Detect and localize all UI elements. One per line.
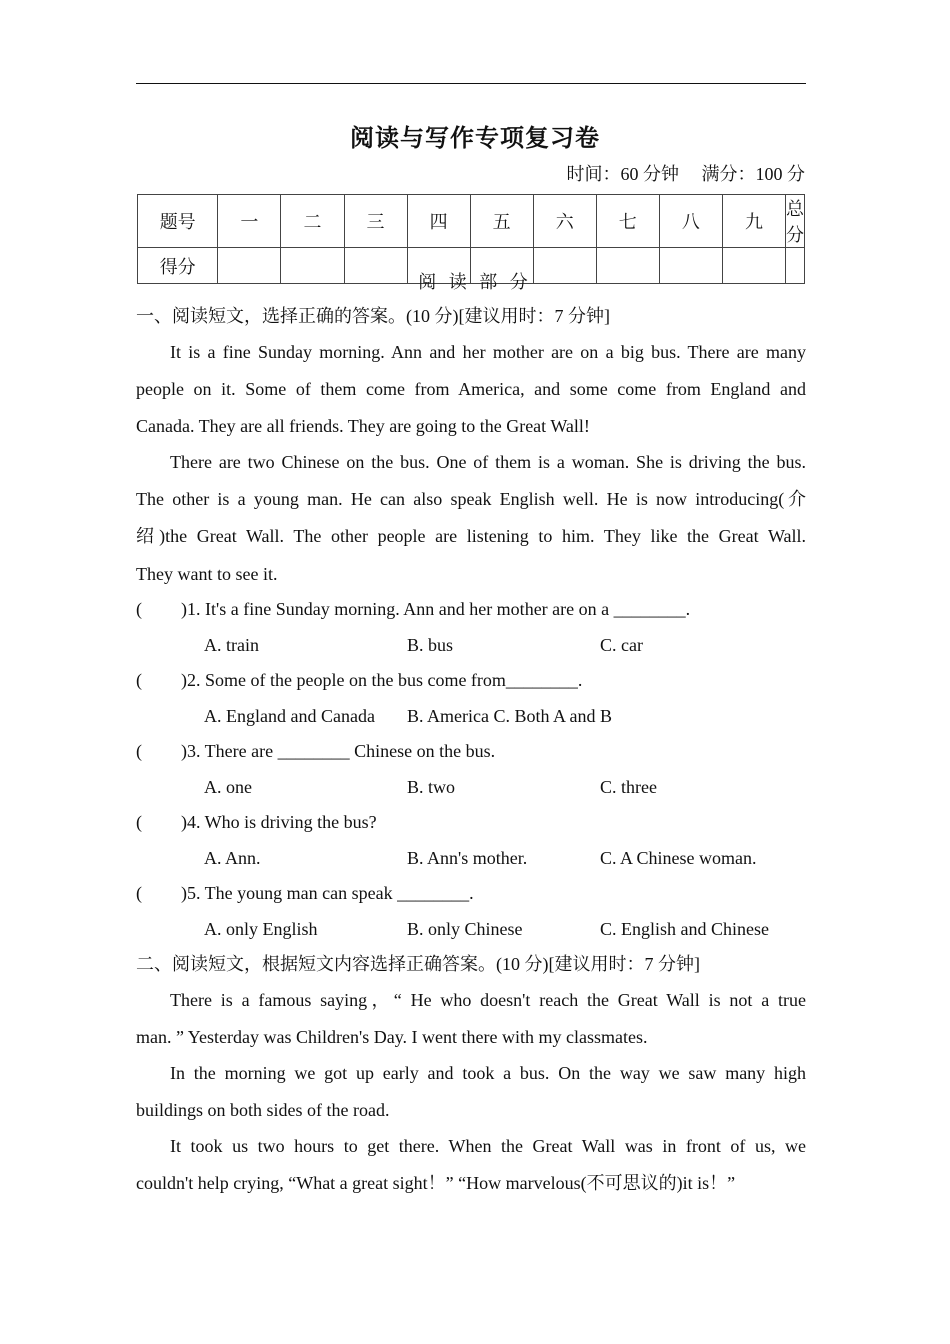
section-label: 阅 读 部 分 <box>418 272 532 292</box>
header-cell: 总分 <box>786 195 805 248</box>
question-text: )4. Who is driving the bus? <box>181 812 377 832</box>
part1-passage-line: It is a fine Sunday morning. Ann and her mother are on a big bus. There are many <box>170 342 806 362</box>
option-a[interactable]: A. England and Canada <box>204 706 375 726</box>
part2-passage-line: In the morning we got up early and took a bus. On the way we saw many high <box>170 1063 806 1083</box>
question-text: )5. The young man can speak ________. <box>181 883 474 903</box>
option-a[interactable]: A. train <box>204 635 259 655</box>
header-cell: 题号 <box>138 195 218 248</box>
part2-heading: 二、阅读短文，根据短文内容选择正确答案。(10 分)[建议用时：7 分钟] <box>136 954 700 974</box>
part2-passage-line: man. ” Yesterday was Children's Day. I went there with my classmates. <box>136 1027 648 1047</box>
header-cell: 六 <box>533 195 596 248</box>
answer-blank[interactable]: ( <box>136 599 142 619</box>
option-b[interactable]: B. bus <box>407 635 454 655</box>
answer-blank[interactable]: ( <box>136 670 142 690</box>
exam-meta <box>549 160 806 186</box>
header-cell: 九 <box>722 195 785 248</box>
answer-blank[interactable]: ( <box>136 741 142 761</box>
part1-passage-line: The other is a young man. He can also speak English well. He is now introducing(介 <box>136 489 806 509</box>
header-rule <box>136 83 806 84</box>
option-a[interactable]: A. Ann. <box>204 848 261 868</box>
page-title: 阅读与写作专项复习卷 <box>350 124 600 152</box>
row-label-cell: 得分 <box>138 248 218 284</box>
answer-blank[interactable]: ( <box>136 812 142 832</box>
full-score: 满分：100 分 <box>701 164 805 184</box>
part1-heading: 一、阅读短文，选择正确的答案。(10 分)[建议用时：7 分钟] <box>136 306 610 326</box>
option-c[interactable]: C. A Chinese woman. <box>600 848 757 868</box>
header-cell: 一 <box>218 195 281 248</box>
part1-passage-line: people on it. Some of them come from America, and some come from England and <box>136 379 806 399</box>
option-b[interactable]: B. America C. Both A and B <box>407 706 612 726</box>
question-3 <box>136 739 806 763</box>
header-cell: 七 <box>596 195 659 248</box>
question-text: )3. There are ________ Chinese on the bus. <box>181 741 496 761</box>
question-5 <box>136 881 806 905</box>
option-c[interactable]: C. three <box>600 777 657 797</box>
question-1 <box>136 597 806 621</box>
option-a[interactable]: A. one <box>204 777 252 797</box>
header-cell: 四 <box>407 195 470 248</box>
option-a[interactable]: A. only English <box>204 919 318 939</box>
option-c[interactable]: C. car <box>600 635 643 655</box>
time-limit: 时间：60 分钟 <box>566 164 679 184</box>
answer-blank[interactable]: ( <box>136 883 142 903</box>
option-b[interactable]: B. only Chinese <box>407 919 523 939</box>
part2-passage-line: couldn't help crying, “What a great sight！” “How marvelous(不可思议的)it is！” <box>136 1173 736 1193</box>
part1-passage-line: There are two Chinese on the bus. One of them is a woman. She is driving the bus. <box>170 452 806 472</box>
question-text: )2. Some of the people on the bus come from________. <box>181 670 583 690</box>
part1-passage-line: Canada. They are all friends. They are going to the Great Wall! <box>136 416 590 436</box>
part1-passage-line: 绍)the Great Wall. The other people are listening to him. They like the Great Wall. <box>136 526 806 546</box>
header-cell: 二 <box>281 195 344 248</box>
option-b[interactable]: B. two <box>407 777 456 797</box>
question-2 <box>136 668 806 692</box>
part1-passage-line: They want to see it. <box>136 564 278 584</box>
part2-passage-line: There is a famous saying，“ He who doesn't reach the Great Wall is not a true <box>170 990 806 1010</box>
question-4 <box>136 810 806 834</box>
option-b[interactable]: B. Ann's mother. <box>407 848 528 868</box>
header-cell: 八 <box>659 195 722 248</box>
question-text: )1. It's a fine Sunday morning. Ann and her mother are on a ________. <box>181 599 691 619</box>
part2-passage-line: buildings on both sides of the road. <box>136 1100 390 1120</box>
header-cell: 三 <box>344 195 407 248</box>
score-table-header-row <box>138 195 805 248</box>
header-cell: 五 <box>470 195 533 248</box>
option-c[interactable]: C. English and Chinese <box>600 919 769 939</box>
part2-passage-line: It took us two hours to get there. When the Great Wall was in front of us, we <box>170 1136 806 1156</box>
